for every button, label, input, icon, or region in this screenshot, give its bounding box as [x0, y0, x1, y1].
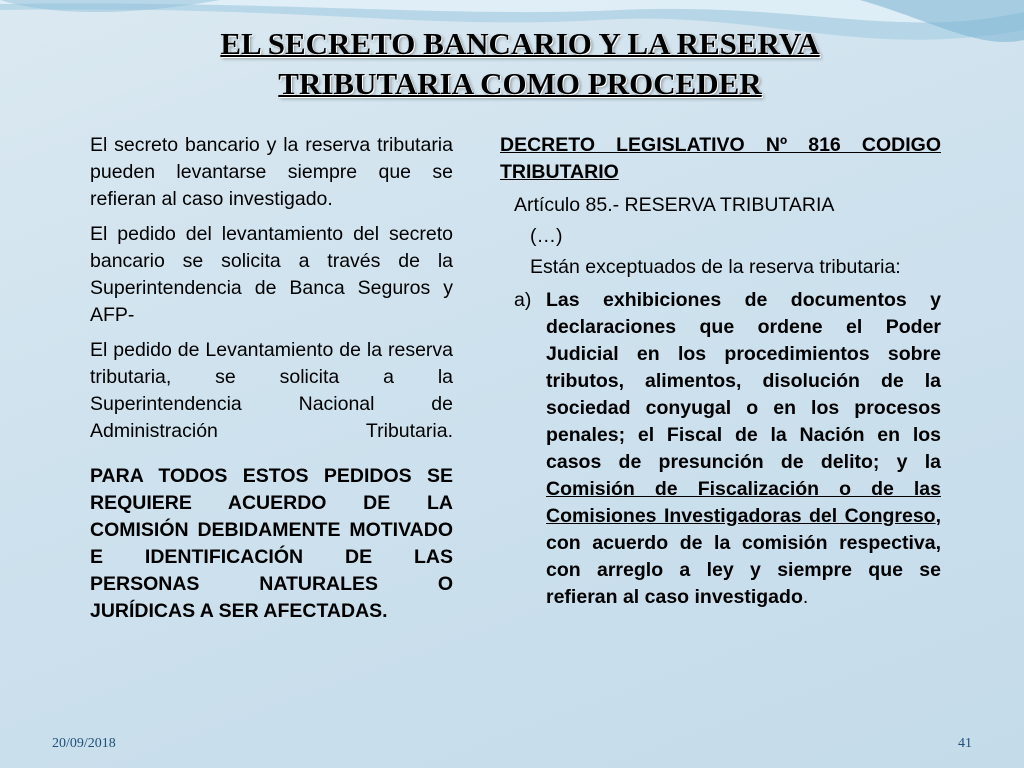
- ellipsis-text: (…): [530, 225, 563, 247]
- commission-reference: Comisión de Fiscalización o de las Comisiones Investigadoras del Congreso: [546, 478, 941, 527]
- right-column: [500, 132, 941, 611]
- slide-title: [60, 24, 980, 104]
- footer-page-number: 41: [958, 736, 972, 751]
- item-text-part-2: , con acuerdo de la comisión respectiva, con arreglo a ley y siempre que se refieran al caso investigado: [546, 505, 941, 608]
- title-line-1: EL SECRETO BANCARIO Y LA RESERVA: [220, 26, 820, 61]
- decree-heading: DECRETO LEGISLATIVO Nº 816 CODIGO TRIBUTARIO: [500, 134, 941, 183]
- item-marker: a): [514, 289, 532, 311]
- paragraph-requisito: PARA TODOS ESTOS PEDIDOS SE REQUIERE ACUERDO DE LA COMISIÓN DEBIDAMENTE MOTIVADO E IDENTIFICACIÓN DE LAS PERSONAS NATURALES O JURÍDICAS A SER AFECTADAS.: [90, 465, 453, 622]
- paragraph-secreto-bancario: El pedido del levantamiento del secreto bancario se solicita a través de la Superintendencia de Banca Seguros y AFP-: [90, 223, 453, 326]
- paragraph-reserva-tributaria: El pedido de Levantamiento de la reserva tributaria, se solicita a la Superintendencia Nacional de Administración Tributaria.: [90, 339, 453, 442]
- paragraph-levantamiento: El secreto bancario y la reserva tributaria pueden levantarse siempre que se refieran al caso investigado.: [90, 134, 453, 210]
- item-period: .: [802, 586, 809, 608]
- item-text: [546, 287, 941, 611]
- article-title: Artículo 85.- RESERVA TRIBUTARIA: [514, 194, 835, 216]
- footer-date: 20/09/2018: [52, 736, 116, 751]
- item-text-part-1: Las exhibiciones de documentos y declaraciones que ordene el Poder Judicial en los procedimientos sobre tributos, alimentos, disolución de la sociedad conyugal o en los procesos penales; el Fiscal de la Nación en los casos de presunción de delito; y la: [546, 289, 941, 473]
- title-line-2: TRIBUTARIA COMO PROCEDER: [278, 66, 762, 101]
- exception-item-a: [500, 287, 941, 611]
- exceptions-intro: Están exceptuados de la reserva tributaria:: [530, 256, 901, 278]
- left-column: [90, 132, 453, 633]
